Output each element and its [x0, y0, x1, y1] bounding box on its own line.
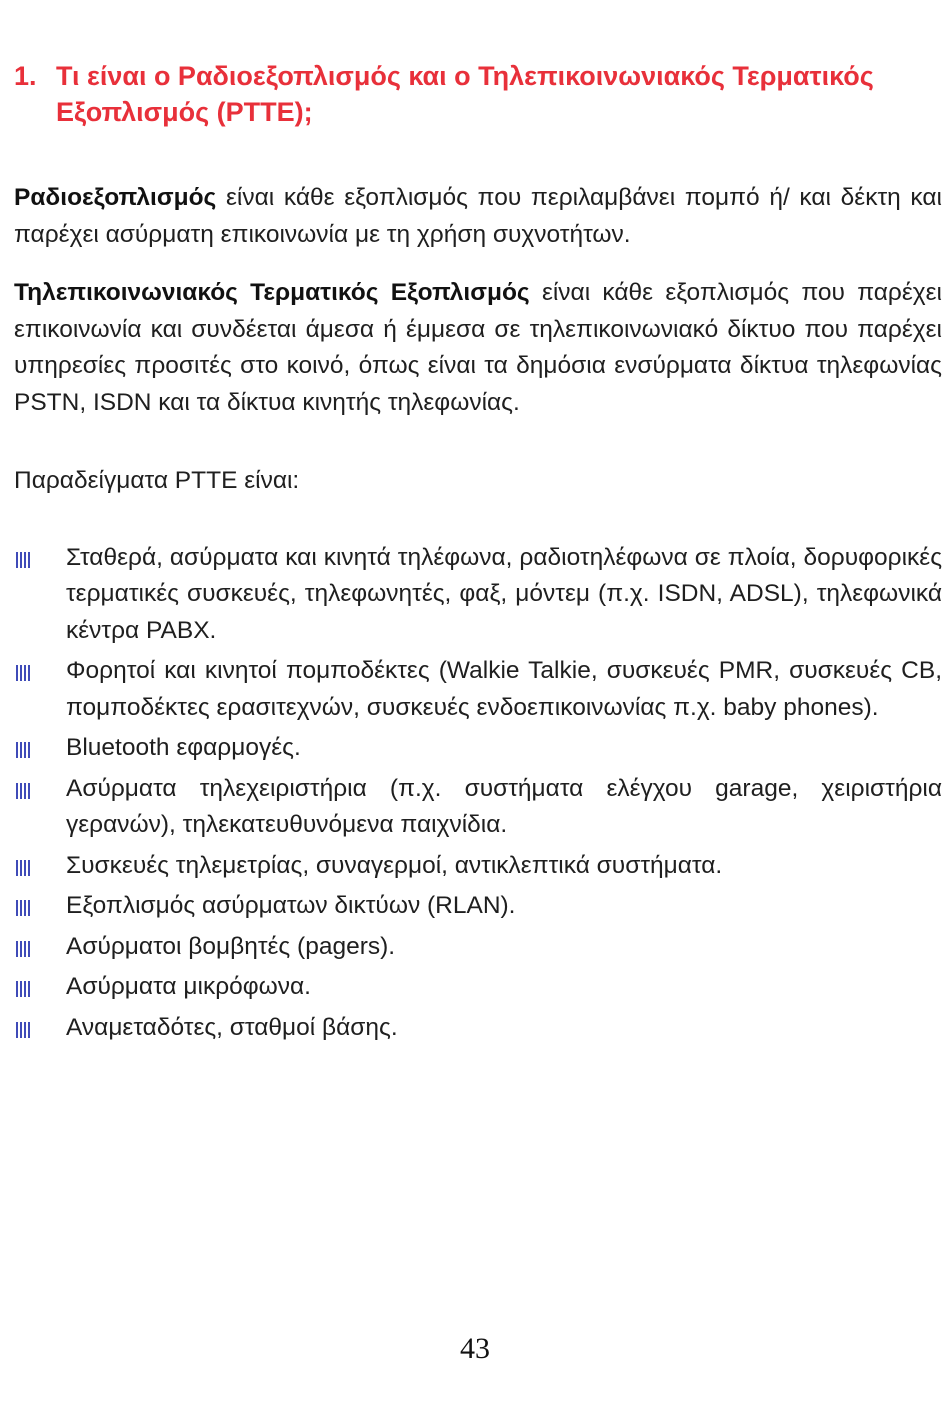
list-item-text: Bluetooth εφαρμογές.: [66, 734, 301, 761]
document-page: [14, 58, 942, 1050]
radio-equipment-definition: [14, 180, 942, 253]
page-number: 43: [460, 1332, 490, 1365]
bar-bullet-icon: [14, 969, 66, 1006]
list-item-text: Ασύρματα τηλεχειριστήρια (π.χ. συστήματα ελέγχου garage, χειριστήρια γερανών), τηλεκατευθυνόμενα παιχνίδια.: [66, 774, 942, 838]
list-item-text: Σταθερά, ασύρματα και κινητά τηλέφωνα, ραδιοτηλέφωνα σε πλοία, δορυφορικές τερματικές συσκευές, τηλεφωνητές, φαξ, μόντεμ (π.χ. ISDN, ADSL), τηλεφωνικά κέντρα PABX.: [66, 543, 942, 644]
examples-list: [14, 540, 942, 1047]
bar-bullet-icon: [14, 888, 66, 925]
radio-equipment-term: Ραδιοεξοπλισμός: [14, 184, 217, 211]
section-number: 1.: [14, 61, 37, 91]
list-item-text: Φορητοί και κινητοί πομποδέκτες (Walkie Talkie, συσκευές PMR, συσκευές CB, πομποδέκτες ερασιτεχνών, συσκευές ενδοεπικοινωνίας π.χ. baby phones).: [66, 657, 942, 721]
radio-equipment-text: είναι κάθε εξοπλισμός που περιλαμβάνει πομπό ή/ και δέκτη και παρέχει ασύρματη επικοινωνία με τη χρήση συχνοτήτων.: [14, 184, 942, 248]
telecom-equipment-term: Τηλεπικοινωνιακός Τερματικός Εξοπλισμός: [14, 279, 530, 306]
bar-bullet-icon: [14, 929, 66, 966]
list-item: [14, 1010, 942, 1047]
bar-bullet-icon: [14, 540, 66, 577]
section-heading: [14, 58, 942, 130]
list-item-text: Αναμεταδότες, σταθμοί βάσης.: [66, 1013, 398, 1041]
list-item: [14, 969, 942, 1006]
telecom-equipment-definition: [14, 275, 942, 421]
list-item: [14, 848, 942, 885]
list-item: [14, 771, 942, 844]
bar-bullet-icon: [14, 730, 66, 767]
bar-bullet-icon: [14, 653, 66, 690]
list-item-text: Ασύρματοι βομβητές (pagers).: [66, 932, 396, 960]
section-title: Τι είναι ο Ραδιοεξοπλισμός και ο Τηλεπικοινωνιακός Τερματικός Εξοπλισμός (PTTE);: [56, 61, 874, 127]
bar-bullet-icon: [14, 1010, 66, 1047]
list-item: [14, 730, 942, 767]
list-item-text: Ασύρματα μικρόφωνα.: [66, 973, 311, 1000]
list-item-text: Συσκευές τηλεμετρίας, συναγερμοί, αντικλεπτικά συστήματα.: [66, 851, 723, 879]
list-item: [14, 540, 942, 650]
list-item: [14, 929, 942, 966]
list-item: [14, 888, 942, 925]
list-item: [14, 653, 942, 726]
examples-intro: Παραδείγματα PTTE είναι:: [14, 467, 300, 494]
bar-bullet-icon: [14, 848, 66, 885]
telecom-equipment-text: είναι κάθε εξοπλισμός που παρέχει επικοινωνία και συνδέεται άμεσα ή έμμεσα σε τηλεπικοινωνιακό δίκτυο που παρέχει υπηρεσίες προσιτές στο κοινό, όπως είναι τα δημόσια ενσύρματα δίκτυα τηλεφωνίας PSTN, ISDN και τα δίκτυα κινητής τηλεφωνίας.: [14, 279, 942, 416]
bar-bullet-icon: [14, 771, 66, 808]
list-item-text: Εξοπλισμός ασύρματων δικτύων (RLAN).: [66, 892, 516, 919]
